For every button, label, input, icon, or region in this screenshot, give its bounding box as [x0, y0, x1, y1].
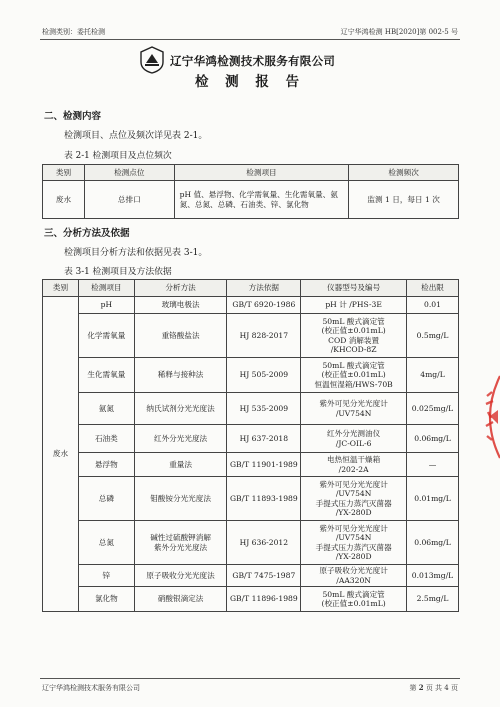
table3-cell-instrument: 原子吸收分光光度计 /AA320N: [301, 565, 407, 587]
table3-row: [43, 477, 459, 521]
table3-cell-limit: 4mg/L: [407, 358, 459, 393]
table3-cell-basis: HJ 535-2009: [227, 393, 301, 425]
table3-cell-limit: 0.06mg/L: [407, 521, 459, 565]
table2-caption: 表 2-1 检测项目及点位频次: [64, 151, 172, 161]
footer-page-number: [409, 683, 458, 693]
table3-row: [43, 521, 459, 565]
table3-cell-basis: HJ 505-2009: [227, 358, 301, 393]
table3-header-limit: 检出限: [407, 280, 459, 297]
footer-company: 辽宁华鸿检测技术服务有限公司: [42, 684, 140, 692]
table2-header-category: 类别: [43, 165, 85, 181]
table3-cell-instrument: 紫外可见分光光度计 /UV754N 手提式压力蒸汽灭菌器 /YX-280D: [301, 521, 407, 565]
page-suffix: 页: [451, 684, 458, 692]
footer-divider: [40, 678, 460, 679]
table3-cell-basis: HJ 637-2018: [227, 425, 301, 453]
table3-row: [43, 297, 459, 314]
table3-cell-method: 重铬酸盐法: [134, 314, 227, 358]
table3-cell-instrument: 红外分光测油仪 /JC-OIL-6: [301, 425, 407, 453]
table3-row: [43, 587, 459, 612]
table3-cell-basis: GB/T 6920-1986: [227, 297, 301, 314]
table3-cell-limit: 0.01mg/L: [407, 477, 459, 521]
section2-heading: 二、检测内容: [44, 111, 102, 122]
page-current: 2: [418, 683, 424, 692]
table3-cell-instrument: 50mL 酸式滴定管 (校正值±0.01mL): [301, 587, 407, 612]
table3-header-item: 检测项目: [78, 280, 134, 297]
table3-cell-instrument: 50mL 酸式滴定管 (校正值±0.01mL) 恒温恒湿箱/HWS-70B: [301, 358, 407, 393]
table3-cell-instrument: 电热恒温干燥箱 /202-2A: [301, 453, 407, 477]
seal-stamp: [478, 374, 500, 460]
table3-header-method: 分析方法: [134, 280, 227, 297]
table3-cell-method: 原子吸收分光光度法: [134, 565, 227, 587]
table2-cell-point: 总排口: [84, 181, 174, 219]
table3-row: [43, 565, 459, 587]
table3-cell-item: 氯化物: [78, 587, 134, 612]
table2-cell-items: pH 值、悬浮物、化学需氧量、生化需氧量、氨氮、总氮、总磷、石油类、锌、氯化物: [174, 181, 349, 219]
seal-stamp-icon: [478, 374, 500, 460]
table3-cell-method: 硝酸银滴定法: [134, 587, 227, 612]
table3-cell-limit: 0.01: [407, 297, 459, 314]
table3-cell-limit: 2.5mg/L: [407, 587, 459, 612]
table3-cell-method: 钼酸铵分光光度法: [134, 477, 227, 521]
page-total: 4: [444, 684, 449, 692]
section3-intro: 检测项目分析方法和依据见表 3-1。: [64, 248, 208, 258]
table3-row: [43, 453, 459, 477]
header-report-number: 辽宁华鸿检测 HB[2020]第 002-5 号: [340, 28, 458, 36]
table3-cell-method: 红外分光光度法: [134, 425, 227, 453]
table-3-1: [42, 279, 459, 612]
table3-cell-instrument: 50mL 酸式滴定管 (校正值±0.01mL) COD 消解装置 /KHCOD-8Z: [301, 314, 407, 358]
table3-header-basis: 方法依据: [227, 280, 301, 297]
report-title: 检 测 报 告: [194, 74, 306, 90]
table3-cell-item: 悬浮物: [78, 453, 134, 477]
table3-cell-item: 生化需氧量: [78, 358, 134, 393]
header-category: 检测类别：委托检测: [42, 28, 105, 36]
table3-header-category: 类别: [43, 280, 79, 297]
table3-cell-limit: 0.06mg/L: [407, 425, 459, 453]
table-2-1: [42, 164, 459, 219]
table3-cell-basis: GB/T 11901-1989: [227, 453, 301, 477]
table3-cell-limit: —: [407, 453, 459, 477]
table3-row: [43, 358, 459, 393]
company-name: 辽宁华鸿检测技术服务有限公司: [170, 54, 336, 68]
table3-cell-limit: 0.025mg/L: [407, 393, 459, 425]
table3-cell-item: pH: [78, 297, 134, 314]
table3-cell-basis: HJ 636-2012: [227, 521, 301, 565]
table2-header-frequency: 检测频次: [349, 165, 459, 181]
table3-row: [43, 393, 459, 425]
table2-header-items: 检测项目: [174, 165, 349, 181]
table3-row: [43, 425, 459, 453]
table3-cell-category: 废水: [43, 297, 79, 612]
table3-cell-basis: GB/T 7475-1987: [227, 565, 301, 587]
table3-cell-method: 碱性过硫酸钾消解 紫外分光光度法: [134, 521, 227, 565]
table3-cell-method: 稀释与接种法: [134, 358, 227, 393]
table3-cell-item: 总磷: [78, 477, 134, 521]
section2-intro: 检测项目、点位及频次详见表 2-1。: [64, 131, 208, 141]
table3-header-instrument: 仪器型号及编号: [301, 280, 407, 297]
table3-cell-basis: GB/T 11896-1989: [227, 587, 301, 612]
table3-cell-basis: GB/T 11893-1989: [227, 477, 301, 521]
table3-cell-method: 玻璃电极法: [134, 297, 227, 314]
table3-cell-item: 总氮: [78, 521, 134, 565]
table3-caption: 表 3-1 检测项目及方法依据: [64, 267, 172, 277]
table3-cell-instrument: pH 计 /PHS-3E: [301, 297, 407, 314]
page-mid: 页 共: [425, 684, 443, 692]
header-divider: [40, 39, 460, 40]
table3-cell-method: 重量法: [134, 453, 227, 477]
table3-cell-item: 锌: [78, 565, 134, 587]
page-prefix: 第: [409, 684, 417, 692]
table3-cell-instrument: 紫外可见分光光度计 /UV754N 手提式压力蒸汽灭菌器 /YX-280D: [301, 477, 407, 521]
table2-header-point: 检测点位: [84, 165, 174, 181]
table3-cell-limit: 0.5mg/L: [407, 314, 459, 358]
table3-cell-basis: HJ 828-2017: [227, 314, 301, 358]
table3-cell-item: 石油类: [78, 425, 134, 453]
table3-cell-limit: 0.013mg/L: [407, 565, 459, 587]
table3-row: [43, 314, 459, 358]
table3-cell-method: 纳氏试剂分光光度法: [134, 393, 227, 425]
table2-cell-frequency: 监测 1 日，每日 1 次: [349, 181, 459, 219]
table3-cell-item: 化学需氧量: [78, 314, 134, 358]
table3-cell-item: 氨氮: [78, 393, 134, 425]
table2-cell-category: 废水: [43, 181, 85, 219]
section3-heading: 三、分析方法及依据: [44, 228, 130, 239]
table3-cell-instrument: 紫外可见分光光度计 /UV754N: [301, 393, 407, 425]
